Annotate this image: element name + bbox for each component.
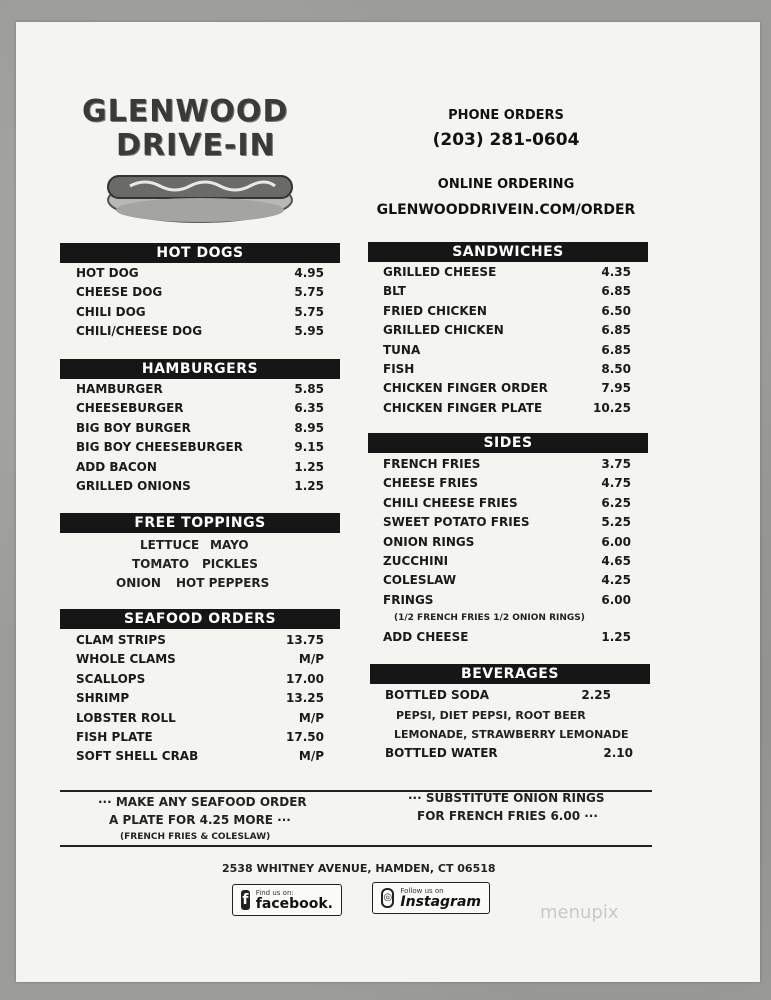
menu-item <box>76 631 324 650</box>
item-price: 2.10 <box>603 746 633 760</box>
menu-item <box>383 341 631 360</box>
item-name: FISH <box>383 361 415 376</box>
item-name: CHICKEN FINGER ORDER <box>383 381 548 396</box>
menu-item <box>76 709 324 728</box>
menu-item <box>383 513 631 532</box>
menu-item <box>383 494 631 513</box>
instagram-badge[interactable] <box>372 882 490 914</box>
item-price: M/P <box>298 710 324 725</box>
item-name: ZUCCHINI <box>383 553 449 568</box>
sandwiches-header: SANDWICHES <box>368 242 648 262</box>
menu-item <box>383 302 631 321</box>
address: 2538 WHITNEY AVENUE, HAMDEN, CT 06518 <box>222 862 496 875</box>
instagram-icon: ◎ <box>381 888 394 908</box>
item-price: 10.25 <box>593 400 631 415</box>
menu-item <box>383 533 631 552</box>
item-name: SCALLOPS <box>76 671 146 686</box>
menu-item <box>383 552 631 571</box>
item-price: 6.85 <box>601 342 631 357</box>
menu-item <box>383 571 631 590</box>
seafood-plate-note-2: A PLATE FOR 4.25 MORE ··· <box>109 813 291 827</box>
menu-item <box>76 322 324 341</box>
menu-item <box>383 379 631 398</box>
phone-label: PHONE ORDERS <box>448 108 564 123</box>
seafood-list <box>76 631 324 767</box>
menu-item <box>76 303 324 322</box>
item-price: 4.95 <box>294 266 324 280</box>
menu-item <box>383 628 631 647</box>
item-name: GRILLED CHEESE <box>383 265 497 279</box>
item-price: 5.25 <box>601 515 631 530</box>
hamburgers-header: HAMBURGERS <box>60 359 340 379</box>
menu-item <box>76 728 324 747</box>
topping: HOT PEPPERS <box>176 576 270 590</box>
item-name: WHOLE CLAMS <box>76 652 176 667</box>
item-name: CHILI CHEESE FRIES <box>383 495 518 510</box>
item-price: 13.25 <box>286 691 324 706</box>
facebook-icon: f <box>242 892 249 908</box>
soda-options-1: PEPSI, DIET PEPSI, ROOT BEER <box>396 709 586 722</box>
menu-item <box>76 438 324 457</box>
menu-item <box>383 263 631 282</box>
online-ordering-label: ONLINE ORDERING <box>437 177 575 192</box>
item-price: 1.25 <box>294 478 324 493</box>
facebook-badge[interactable] <box>232 884 342 916</box>
watermark: menupix <box>540 902 619 923</box>
beverages-list <box>385 686 611 705</box>
menu-item <box>383 399 631 418</box>
item-name: GRILLED ONIONS <box>76 478 191 493</box>
order-url[interactable]: GLENWOODDRIVEIN.COM/ORDER <box>376 202 636 218</box>
item-price: 5.85 <box>294 382 324 396</box>
menu-item <box>383 455 631 474</box>
menu-item <box>76 283 324 302</box>
item-name: SWEET POTATO FRIES <box>383 515 530 530</box>
item-name: CHEESE FRIES <box>383 476 479 491</box>
topping: TOMATO <box>132 557 190 571</box>
menu-item <box>385 744 633 763</box>
menu-item <box>76 670 324 689</box>
item-price: 5.95 <box>294 324 324 339</box>
topping: PICKLES <box>202 557 258 571</box>
item-name: SHRIMP <box>76 691 130 706</box>
item-price: 4.35 <box>601 265 631 279</box>
item-name: BIG BOY CHEESEBURGER <box>76 440 243 455</box>
item-name: BIG BOY BURGER <box>76 420 191 435</box>
facebook-small-text: Find us on: <box>255 888 294 897</box>
sides-header: SIDES <box>368 433 648 453</box>
item-name: CHEESE DOG <box>76 285 163 300</box>
item-name: GRILLED CHICKEN <box>383 323 504 338</box>
item-price: 4.75 <box>601 476 631 491</box>
item-price: 17.50 <box>286 729 324 744</box>
item-price: 9.15 <box>294 440 324 455</box>
item-name: FISH PLATE <box>76 729 153 744</box>
seafood-header: SEAFOOD ORDERS <box>60 609 340 629</box>
menu-item <box>76 477 324 496</box>
menu-item <box>383 360 631 379</box>
item-name: ADD BACON <box>76 459 157 474</box>
item-name: ONION RINGS <box>383 534 475 549</box>
menu-item <box>383 474 631 493</box>
menu-item <box>76 458 324 477</box>
item-name: CHILI/CHEESE DOG <box>76 324 203 339</box>
topping: MAYO <box>210 538 249 552</box>
item-price: 2.25 <box>581 688 611 702</box>
item-name: HAMBURGER <box>76 382 163 396</box>
water-list <box>385 744 633 763</box>
item-price: 1.25 <box>601 630 631 644</box>
add-cheese-list <box>383 628 631 647</box>
item-price: 6.85 <box>601 323 631 338</box>
hot-dog-icon <box>100 162 300 228</box>
item-price: 6.00 <box>601 592 631 607</box>
menu-item <box>76 399 324 418</box>
item-name: BLT <box>383 284 406 299</box>
item-price: 17.00 <box>286 671 324 686</box>
item-name: BOTTLED WATER <box>385 746 498 760</box>
item-name: FRENCH FRIES <box>383 457 481 471</box>
topping: LETTUCE <box>140 538 200 552</box>
item-price: 6.00 <box>601 534 631 549</box>
item-price: M/P <box>298 749 324 764</box>
item-price: 8.95 <box>294 420 324 435</box>
item-name: FRIED CHICKEN <box>383 303 487 318</box>
seafood-plate-note-1: ··· MAKE ANY SEAFOOD ORDER <box>98 795 307 809</box>
logo-line-1: GLENWOOD <box>82 94 289 129</box>
item-name: TUNA <box>383 342 421 357</box>
bottom-divider <box>60 845 652 847</box>
item-name: BOTTLED SODA <box>385 688 490 702</box>
menu-item <box>385 686 611 705</box>
item-price: 6.50 <box>601 303 631 318</box>
item-name: CHEESEBURGER <box>76 401 184 416</box>
menu-item <box>76 747 324 766</box>
item-price: 8.50 <box>601 361 631 376</box>
sandwiches-list <box>383 263 631 418</box>
facebook-big-text: facebook. <box>255 895 333 912</box>
frings-note: (1/2 FRENCH FRIES 1/2 ONION RINGS) <box>394 613 585 623</box>
item-name: HOT DOG <box>76 266 139 280</box>
menu-item <box>383 591 631 610</box>
hamburgers-list <box>76 380 324 496</box>
topping: ONION <box>116 576 161 590</box>
menu-item <box>76 650 324 669</box>
sides-list <box>383 455 631 610</box>
menu-item <box>383 321 631 340</box>
item-price: 5.75 <box>294 304 324 319</box>
menu-item <box>76 689 324 708</box>
item-price: 7.95 <box>601 381 631 396</box>
instagram-big-text: Instagram <box>400 893 481 910</box>
substitute-note-1: ··· SUBSTITUTE ONION RINGS <box>408 791 605 805</box>
beverages-header: BEVERAGES <box>370 664 650 684</box>
item-price: 4.65 <box>601 553 631 568</box>
item-price: 1.25 <box>294 459 324 474</box>
menu-item <box>383 282 631 301</box>
hot-dogs-list <box>76 264 324 342</box>
soda-options-2: LEMONADE, STRAWBERRY LEMONADE <box>394 728 629 741</box>
menu-item <box>76 264 324 283</box>
item-price: 6.25 <box>601 495 631 510</box>
item-name: CHICKEN FINGER PLATE <box>383 400 543 415</box>
item-price: 13.75 <box>286 633 324 647</box>
menu-sheet <box>16 22 760 982</box>
item-price: 4.25 <box>601 573 631 588</box>
menu-item <box>76 419 324 438</box>
hot-dogs-header: HOT DOGS <box>60 243 340 263</box>
instagram-small-text: Follow us on <box>400 886 444 895</box>
item-price: 3.75 <box>601 457 631 471</box>
item-name: SOFT SHELL CRAB <box>76 749 199 764</box>
item-name: ADD CHEESE <box>383 630 469 644</box>
item-name: COLESLAW <box>383 573 457 588</box>
item-name: LOBSTER ROLL <box>76 710 176 725</box>
logo-line-2: DRIVE-IN <box>116 128 276 163</box>
item-price: 5.75 <box>294 285 324 300</box>
seafood-plate-note-3: (FRENCH FRIES & COLESLAW) <box>120 832 271 842</box>
item-name: CLAM STRIPS <box>76 633 166 647</box>
item-price: 6.85 <box>601 284 631 299</box>
phone-number[interactable]: (203) 281-0604 <box>432 130 580 150</box>
item-name: FRINGS <box>383 592 434 607</box>
item-name: CHILI DOG <box>76 304 146 319</box>
item-price: M/P <box>298 652 324 667</box>
menu-item <box>76 380 324 399</box>
substitute-note-2: FOR FRENCH FRIES 6.00 ··· <box>417 809 598 823</box>
item-price: 6.35 <box>294 401 324 416</box>
free-toppings-header: FREE TOPPINGS <box>60 513 340 533</box>
